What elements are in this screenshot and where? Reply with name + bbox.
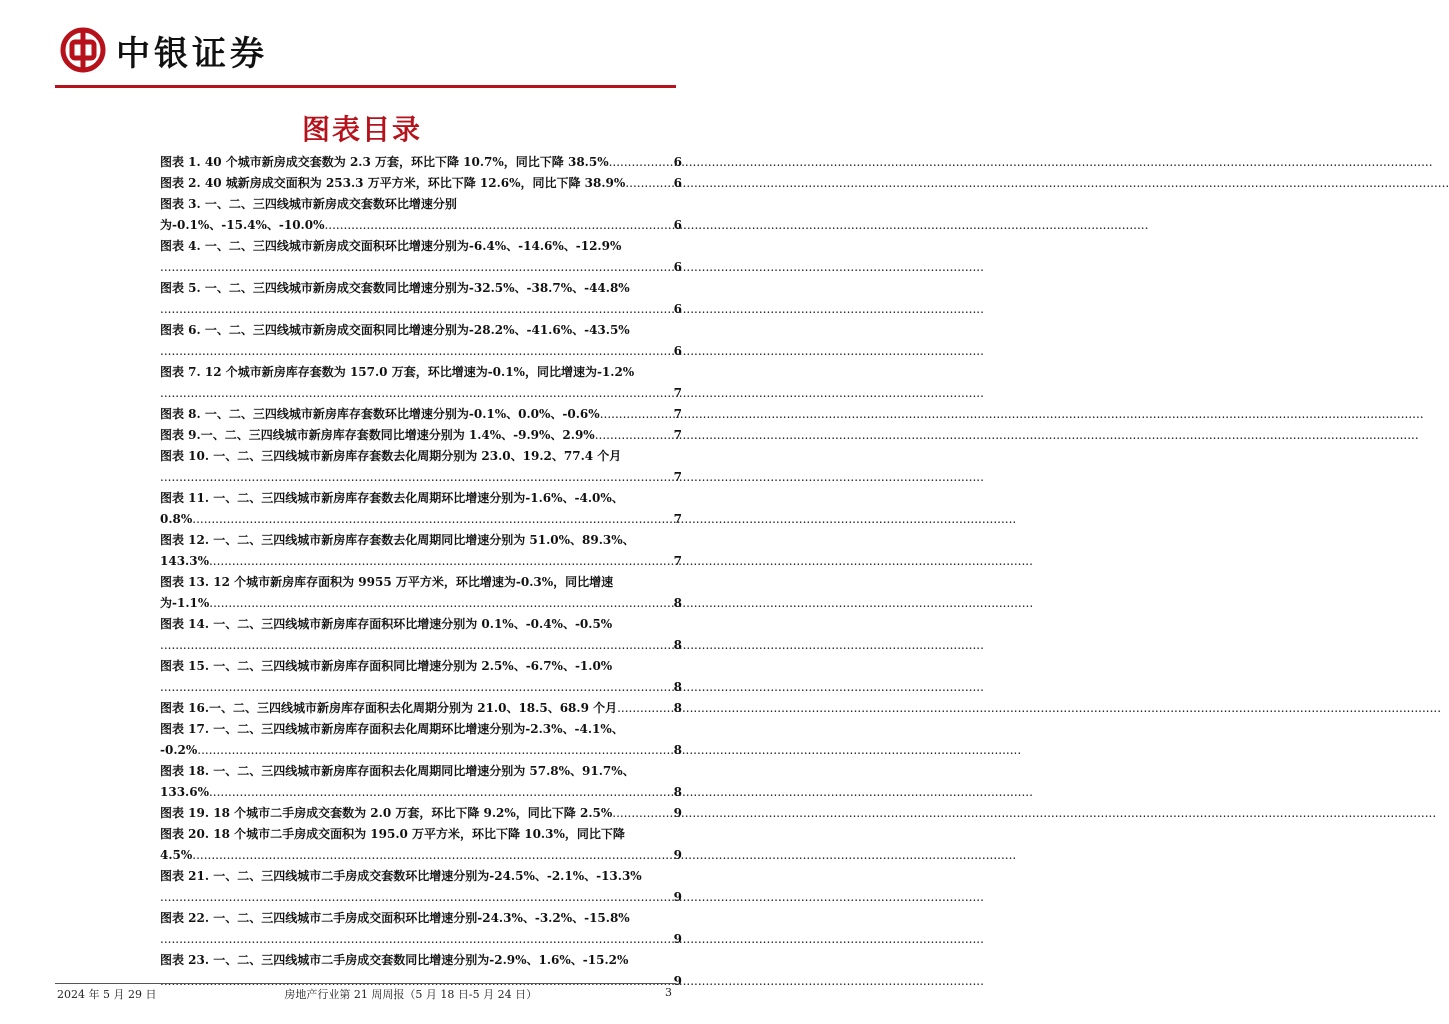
toc-entry[interactable] xyxy=(160,425,682,446)
toc-entry-text: 图表 21. 一、二、三四线城市二手房成交套数环比增速分别为-24.5%、-2.1%、-13.3% xyxy=(160,869,642,883)
toc-entry-text: 图表 13. 12 个城市新房库存面积为 9955 万平方米，环比增速为-0.3%，同比增速 xyxy=(160,575,614,589)
toc-entry-line xyxy=(160,572,682,593)
toc-entry-text: 图表 20. 18 个城市二手房成交面积为 195.0 万平方米，环比下降 10.3%，同比下降 xyxy=(160,827,625,841)
toc-entry-line xyxy=(160,677,682,698)
toc-entry-page: 8 xyxy=(673,701,682,715)
toc-entry-page: 6 xyxy=(673,218,682,232)
toc-entry[interactable] xyxy=(160,194,682,236)
toc-entry-page: 9 xyxy=(673,806,682,820)
toc-leader-dots xyxy=(160,383,673,404)
toc-entry-page: 8 xyxy=(673,743,682,757)
toc-entry[interactable] xyxy=(160,698,682,719)
toc-entry[interactable] xyxy=(160,488,682,530)
toc-entry[interactable] xyxy=(160,761,682,803)
toc-entry-text: 0.8% xyxy=(160,512,193,526)
toc-leader-dots xyxy=(324,215,672,236)
toc-leader-dots xyxy=(617,698,673,719)
toc-entry[interactable] xyxy=(160,866,682,908)
toc-entry-line xyxy=(160,152,682,173)
toc-entry-line xyxy=(160,257,682,278)
toc-entry-text: 图表 2. 40 城新房成交面积为 253.3 万平方米，环比下降 12.6%，同比下降 38.9% xyxy=(160,176,626,190)
toc-list xyxy=(160,152,682,992)
footer-date: 2024 年 5 月 29 日 xyxy=(57,988,157,1001)
toc-entry-line xyxy=(160,467,682,488)
toc-entry-line xyxy=(160,824,682,845)
bank-of-china-logo-icon xyxy=(60,27,106,73)
toc-entry[interactable] xyxy=(160,719,682,761)
toc-entry-page: 7 xyxy=(673,470,682,484)
toc-entry-text: 图表 5. 一、二、三四线城市新房成交套数同比增速分别为-32.5%、-38.7%、-44.8% xyxy=(160,281,630,295)
toc-entry-line xyxy=(160,887,682,908)
toc-entry-text: 图表 16.一、二、三四线城市新房库存面积去化周期分别为 21.0、18.5、68.9 个月 xyxy=(160,701,618,715)
toc-leader-dots xyxy=(197,740,672,761)
toc-entry-line xyxy=(160,719,682,740)
toc-entry-text: 图表 18. 一、二、三四线城市新房库存面积去化周期同比增速分别为 57.8%、91.7%、 xyxy=(160,764,635,778)
toc-entry-line xyxy=(160,698,682,719)
toc-leader-dots xyxy=(160,257,673,278)
toc-entry-line xyxy=(160,362,682,383)
toc-entry-text: -0.2% xyxy=(160,743,198,757)
toc-entry-line xyxy=(160,551,682,572)
toc-leader-dots xyxy=(160,677,673,698)
toc-entry-line xyxy=(160,656,682,677)
toc-leader-dots xyxy=(209,593,672,614)
toc-entry-page: 6 xyxy=(673,302,682,316)
toc-entry[interactable] xyxy=(160,572,682,614)
toc-entry-page: 8 xyxy=(673,785,682,799)
toc-entry[interactable] xyxy=(160,446,682,488)
toc-entry-text: 图表 11. 一、二、三四线城市新房库存套数去化周期环比增速分别为-1.6%、-4.0%、 xyxy=(160,491,624,505)
toc-entry[interactable] xyxy=(160,614,682,656)
toc-entry-page: 7 xyxy=(673,428,682,442)
toc-entry-page: 8 xyxy=(673,596,682,610)
toc-entry-line xyxy=(160,383,682,404)
toc-entry-text: 图表 23. 一、二、三四线城市二手房成交套数同比增速分别为-2.9%、1.6%、-15.2% xyxy=(160,953,629,967)
toc-leader-dots xyxy=(160,341,673,362)
toc-entry-text: 图表 14. 一、二、三四线城市新房库存面积环比增速分别为 0.1%、-0.4%、-0.5% xyxy=(160,617,613,631)
footer-divider xyxy=(55,983,676,984)
toc-entry-line xyxy=(160,635,682,656)
toc-entry-text: 图表 19. 18 个城市二手房成交套数为 2.0 万套，环比下降 9.2%，同比下降 2.5% xyxy=(160,806,613,820)
toc-leader-dots xyxy=(160,635,673,656)
toc-entry-page: 9 xyxy=(673,848,682,862)
toc-entry[interactable] xyxy=(160,803,682,824)
toc-entry-line xyxy=(160,299,682,320)
toc-entry-page: 6 xyxy=(673,344,682,358)
toc-entry-line xyxy=(160,740,682,761)
footer-page-number: 3 xyxy=(665,986,672,999)
toc-entry-page: 8 xyxy=(673,680,682,694)
toc-entry-text: 图表 17. 一、二、三四线城市新房库存面积去化周期环比增速分别为-2.3%、-4.1%、 xyxy=(160,722,624,736)
toc-leader-dots xyxy=(609,152,673,173)
header-divider xyxy=(55,85,676,88)
toc-entry-page: 7 xyxy=(673,407,682,421)
toc-entry-text: 图表 10. 一、二、三四线城市新房库存套数去化周期分别为 23.0、19.2、77.4 个月 xyxy=(160,449,622,463)
toc-entry-page: 6 xyxy=(673,176,682,190)
toc-title: 图表目录 xyxy=(301,113,422,146)
toc-entry-line xyxy=(160,593,682,614)
toc-entry-line xyxy=(160,404,682,425)
toc-entry[interactable] xyxy=(160,656,682,698)
toc-entry-page: 6 xyxy=(673,155,682,169)
toc-entry-line xyxy=(160,929,682,950)
toc-entry-text: 为-1.1% xyxy=(160,596,210,610)
toc-entry-line xyxy=(160,530,682,551)
toc-entry-line xyxy=(160,278,682,299)
toc-leader-dots xyxy=(160,467,673,488)
toc-entry-text: 图表 8. 一、二、三四线城市新房库存套数环比增速分别为-0.1%、0.0%、-0.6% xyxy=(160,407,600,421)
toc-entry[interactable] xyxy=(160,236,682,278)
toc-leader-dots xyxy=(160,887,673,908)
toc-entry[interactable] xyxy=(160,824,682,866)
toc-leader-dots xyxy=(209,551,673,572)
toc-entry-page: 7 xyxy=(673,386,682,400)
toc-entry-line xyxy=(160,908,682,929)
toc-entry-line xyxy=(160,194,682,215)
toc-entry-page: 7 xyxy=(673,554,682,568)
toc-entry-line xyxy=(160,845,682,866)
toc-entry-text: 4.5% xyxy=(160,848,193,862)
toc-entry-page: 8 xyxy=(673,638,682,652)
toc-leader-dots xyxy=(600,404,673,425)
toc-entry[interactable] xyxy=(160,173,682,194)
page-footer xyxy=(57,986,672,1002)
toc-entry-text: 图表 1. 40 个城市新房成交套数为 2.3 万套，环比下降 10.7%，同比下降 38.5% xyxy=(160,155,609,169)
toc-entry-text: 图表 9.一、二、三四线城市新房库存套数同比增速分别为 1.4%、-9.9%、2.9% xyxy=(160,428,595,442)
toc-entry-line xyxy=(160,614,682,635)
footer-report-title: 房地产行业第 21 周周报（5 月 18 日-5 月 24 日） xyxy=(284,988,538,1001)
toc-leader-dots xyxy=(612,803,672,824)
toc-entry-page: 6 xyxy=(673,260,682,274)
toc-entry-line xyxy=(160,446,682,467)
toc-entry-line xyxy=(160,488,682,509)
toc-leader-dots xyxy=(192,845,672,866)
toc-entry-text: 图表 22. 一、二、三四线城市二手房成交面积环比增速分别-24.3%、-3.2%、-15.8% xyxy=(160,911,630,925)
toc-entry-line xyxy=(160,509,682,530)
toc-entry-text: 图表 3. 一、二、三四线城市新房成交套数环比增速分别 xyxy=(160,197,457,211)
toc-entry-text: 133.6% xyxy=(160,785,209,799)
toc-entry[interactable] xyxy=(160,362,682,404)
toc-entry-page: 7 xyxy=(673,512,682,526)
toc-entry-text: 143.3% xyxy=(160,554,209,568)
toc-entry[interactable] xyxy=(160,908,682,950)
toc-entry-text: 图表 15. 一、二、三四线城市新房库存面积同比增速分别为 2.5%、-6.7%、-1.0% xyxy=(160,659,613,673)
toc-leader-dots xyxy=(595,425,673,446)
toc-entry-line xyxy=(160,866,682,887)
toc-entry-text: 图表 12. 一、二、三四线城市新房库存套数去化周期同比增速分别为 51.0%、89.3%、 xyxy=(160,533,635,547)
toc-entry-line xyxy=(160,215,682,236)
toc-entry[interactable] xyxy=(160,404,682,425)
toc-entry[interactable] xyxy=(160,278,682,320)
toc-entry-text: 图表 4. 一、二、三四线城市新房成交面积环比增速分别为-6.4%、-14.6%、-12.9% xyxy=(160,239,622,253)
toc-entry-line xyxy=(160,782,682,803)
brand-name: 中银证券 xyxy=(116,33,268,74)
toc-leader-dots xyxy=(192,509,672,530)
toc-entry-page: 9 xyxy=(673,890,682,904)
toc-entry-page: 9 xyxy=(673,974,682,988)
toc-entry-line xyxy=(160,425,682,446)
toc-entry-line xyxy=(160,341,682,362)
toc-leader-dots xyxy=(160,929,673,950)
toc-leader-dots xyxy=(160,299,673,320)
toc-entry-text: 图表 6. 一、二、三四线城市新房成交面积同比增速分别为-28.2%、-41.6%、-43.5% xyxy=(160,323,630,337)
toc-entry-text: 为-0.1%、-15.4%、-10.0% xyxy=(160,218,325,232)
toc-entry-line xyxy=(160,173,682,194)
toc-entry-line xyxy=(160,950,682,971)
page-header xyxy=(60,22,268,78)
toc-leader-dots xyxy=(209,782,673,803)
toc-entry[interactable] xyxy=(160,152,682,173)
toc-entry-page: 9 xyxy=(673,932,682,946)
toc-entry-line xyxy=(160,803,682,824)
toc-entry-line xyxy=(160,320,682,341)
toc-entry-line xyxy=(160,236,682,257)
toc-entry[interactable] xyxy=(160,320,682,362)
toc-entry-text: 图表 7. 12 个城市新房库存套数为 157.0 万套，环比增速为-0.1%，同比增速为-1.2% xyxy=(160,365,635,379)
toc-entry[interactable] xyxy=(160,530,682,572)
toc-leader-dots xyxy=(625,173,672,194)
toc-entry-line xyxy=(160,761,682,782)
